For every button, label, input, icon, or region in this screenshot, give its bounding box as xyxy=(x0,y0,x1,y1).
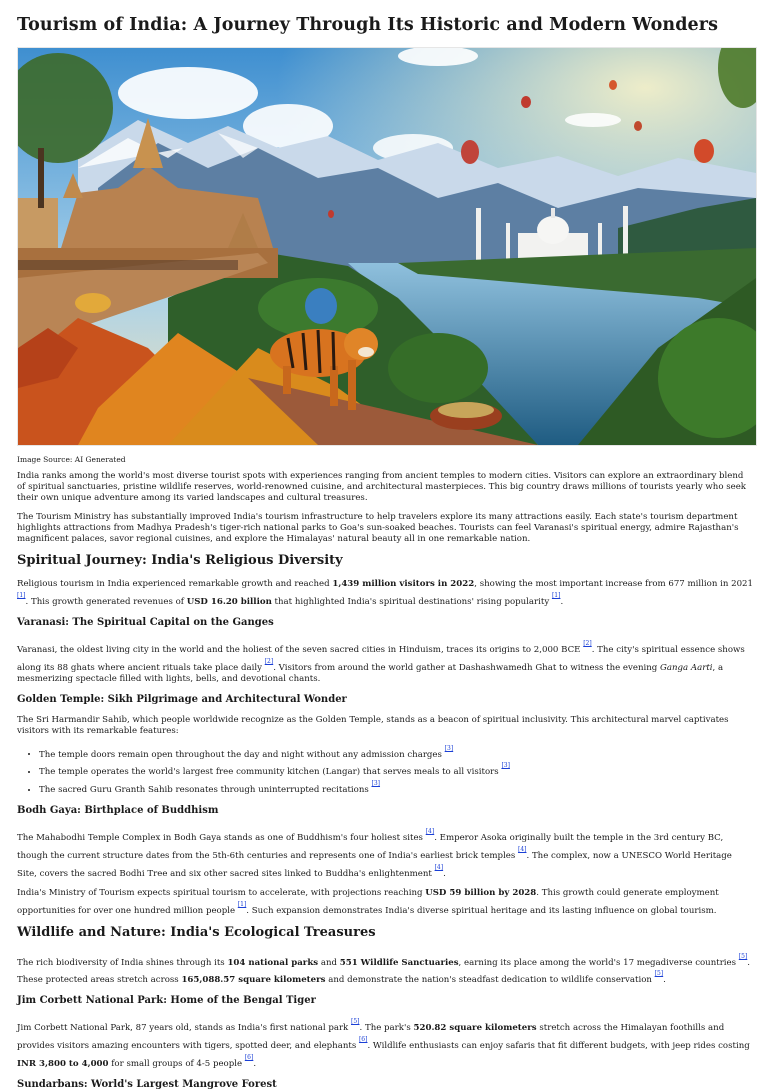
citation-link[interactable]: [2] xyxy=(583,639,592,647)
citation-link[interactable]: [3] xyxy=(371,780,381,788)
spiritual-paragraph: Religious tourism in India experienced remarkable growth and reached 1,439 million visitors in 2022, showing the most important increase from 677 million in 2021 [1]. This growth generated revenues of USD 16.20 billion that highlighted India's spiritual destinations' rising popularity [1]. xyxy=(17,579,753,607)
bodh-gaya-paragraph: The Mahabodhi Temple Complex in Bodh Gaya stands as one of Buddhism's four holiest sites [4]. Emperor Asoka originally built the temple in the 3rd century BC, though the current structure dates from the 5th-6th centuries and represents one of India's earliest brick temples [4]. The complex, now a UNESCO World Heritage Site, covers the sacred Bodhi Tree and six other sacred sites linked to Buddha's enlightenment [4]. xyxy=(17,828,732,879)
subheading-varanasi: Varanasi: The Spiritual Capital on the Ganges xyxy=(17,616,274,628)
list-item: • The temple operates the world's largest free community kitchen (Langar) that serves meals to all visitors [3] xyxy=(39,760,754,778)
citation-link[interactable]: [4] xyxy=(434,863,444,871)
jim-corbett-paragraph: Jim Corbett National Park, 87 years old, stands as India's first national park [5]. The park's 520.82 square kilometers stretch across the Himalayan foothills and provides visitors amazing encounters with tigers, spotted deer, and elephants [6]. Wildlife enthusiasts can enjoy safaris that fit different budgets, with jeep rides costing INR 3,800 to 4,000 for small groups of 4-5 people [6]. xyxy=(17,1018,750,1069)
citation-link[interactable]: [5] xyxy=(654,970,664,978)
golden-temple-paragraph: The Sri Harmandir Sahib, which people worldwide recognize as the Golden Temple, stands as a beacon of spiritual inclusivity. This architectural marvel captivates visitors with its remarkable features: xyxy=(17,714,729,736)
wildlife-paragraph: The rich biodiversity of India shines through its 104 national parks and 551 Wildlife Sanctuaries, earning its place among the world's 17 megadiverse countries [5]. These protected areas stretch across 165,088.57 square kilometers and demonstrate the nation's steadfast dedication to wildlife conservation [5]. xyxy=(17,952,751,986)
subheading-golden-temple: Golden Temple: Sikh Pilgrimage and Architectural Wonder xyxy=(17,693,347,705)
image-caption: Image Source: AI Generated xyxy=(17,455,126,464)
citation-link[interactable]: [1] xyxy=(237,900,247,908)
citation-link[interactable]: [6] xyxy=(358,1036,368,1044)
section-heading-wildlife: Wildlife and Nature: India's Ecological Treasures xyxy=(17,924,376,940)
citation-link[interactable]: [1] xyxy=(551,592,561,599)
citation-link[interactable]: [3] xyxy=(501,762,510,770)
subheading-sundarbans: Sundarbans: World's Largest Mangrove Forest xyxy=(17,1078,277,1090)
citation-link[interactable]: [4] xyxy=(517,846,527,854)
subheading-jim-corbett: Jim Corbett National Park: Home of the Bengal Tiger xyxy=(17,995,316,1007)
citation-link[interactable]: [4] xyxy=(425,828,435,836)
citation-link[interactable]: [5] xyxy=(351,1018,360,1026)
ministry-paragraph: India's Ministry of Tourism expects spiritual tourism to accelerate, with projections reaching USD 59 billion by 2028. This growth could generate employment opportunities for over one hundred million people [1]. Such expansion demonstrates India's diverse spiritual heritage and its lasting influence on global tourism. xyxy=(17,887,719,916)
citation-link[interactable]: [3] xyxy=(444,744,454,752)
hero-image xyxy=(17,47,757,446)
citation-link[interactable]: [1] xyxy=(17,592,26,599)
intro-paragraph-1: India ranks among the world's most diverse tourist spots with experiences ranging from ancient temples to modern cities. Visitors can explore an extraordinary blend of spiritual sanctuaries, pristine wildlife reserves, world-renowned cuisine, and architectural masterpieces. This big country draws millions of tourists yearly who seek their own unique adventure among its varied landscapes and cultural treasures. xyxy=(17,471,747,503)
intro-paragraph-2: The Tourism Ministry has substantially improved India's tourism infrastructure to help travelers explore its many attractions easily. Each state's tourism department highlights attractions from Madhya Pradesh's tiger-rich national parks to Goa's sun-soaked beaches. Tourists can feel Varanasi's spiritual energy, admire Rajasthan's magnificent palaces, savor regional cuisines, and explore the Himalayas' natural beauty all in one remarkable nation. xyxy=(17,512,739,544)
golden-temple-list xyxy=(17,743,754,797)
varanasi-paragraph: Varanasi, the oldest living city in the world and the holiest of the seven sacred cities in Hinduism, traces its origins to 2,000 BCE [2]. The city's spiritual essence shows along its 88 ghats where ancient rituals take place daily [2]. Visitors from around the world gather at Dashashwamedh Ghat to witness the evening Ganga Aarti, a mesmerizing spectacle filled with lights, bells, and devotional chants. xyxy=(17,639,745,684)
page-title: Tourism of India: A Journey Through Its Historic and Modern Wonders xyxy=(17,15,719,35)
citation-link[interactable]: [5] xyxy=(738,952,748,960)
citation-link[interactable]: [2] xyxy=(264,657,274,665)
subheading-bodh-gaya: Bodh Gaya: Birthplace of Buddhism xyxy=(17,805,219,817)
section-heading-spiritual: Spiritual Journey: India's Religious Diversity xyxy=(17,553,343,568)
list-item: • The temple doors remain open throughout the day and night without any admission charges [3] xyxy=(39,743,754,761)
citation-link[interactable]: [6] xyxy=(244,1054,254,1062)
list-item: • The sacred Guru Granth Sahib resonates through uninterrupted recitations [3] xyxy=(39,778,754,796)
